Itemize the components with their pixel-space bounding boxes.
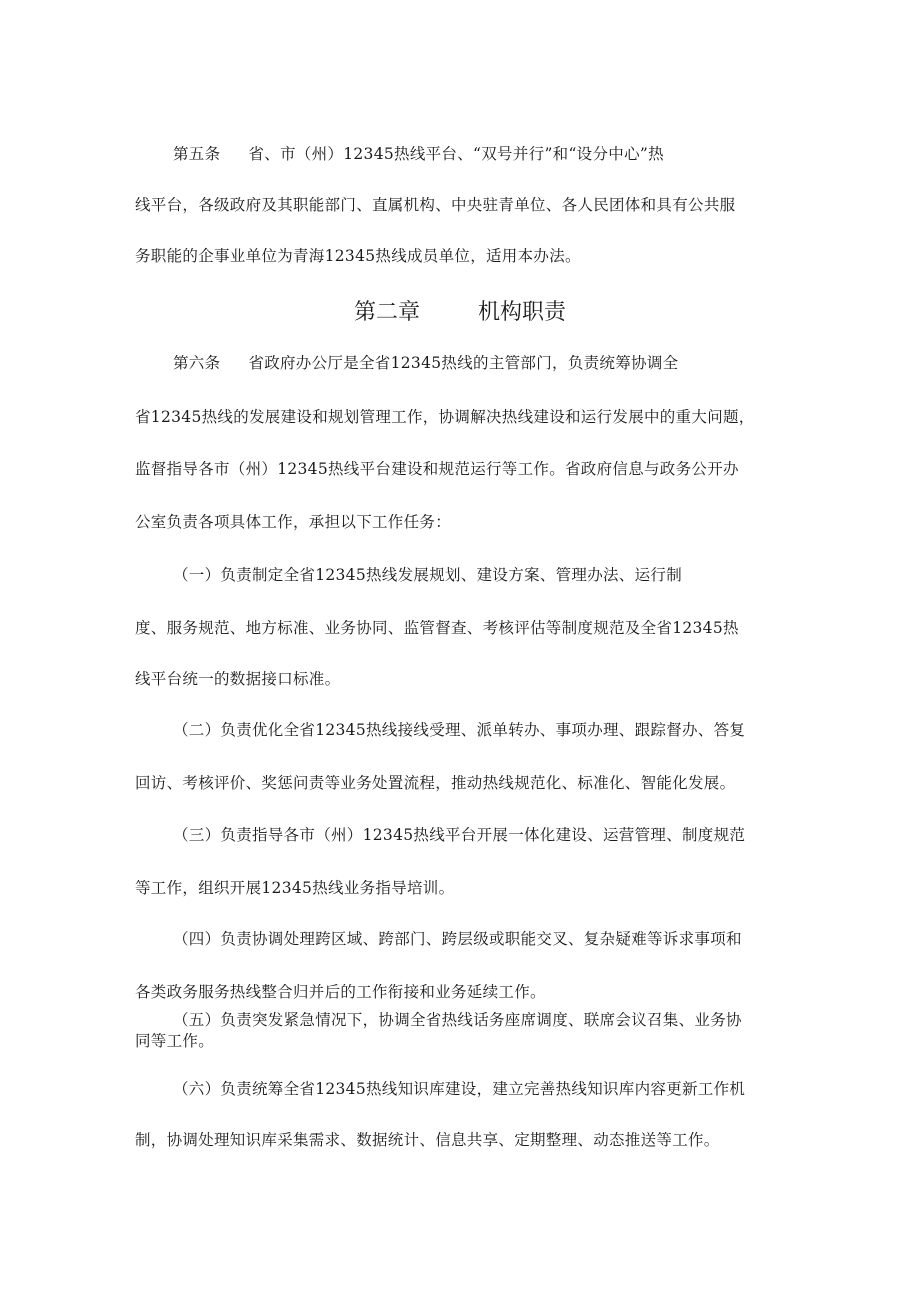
- article-6-line: 监督指导各市（州）12345热线平台建设和规范运行等工作。省政府信息与政务公开办: [135, 460, 739, 478]
- article-5-line: 务职能的企事业单位为青海12345热线成员单位，适用本办法。: [135, 247, 581, 265]
- item-5-line: （五）负责突发紧急情况下，协调全省热线话务座席调度、联席会议召集、业务协: [173, 1011, 742, 1029]
- article-6-line: 公室负责各项具体工作，承担以下工作任务：: [135, 513, 452, 531]
- chapter-number: 第二章: [353, 300, 420, 325]
- item-3-line: 等工作，组织开展12345热线业务指导培训。: [135, 879, 455, 897]
- article-6-line: 省12345热线的发展建设和规划管理工作，协调解决热线建设和运行发展中的重大问题，: [135, 408, 755, 426]
- item-4-line: （四）负责协调处理跨区域、跨部门、跨层级或职能交叉、复杂疑难等诉求事项和: [173, 930, 742, 948]
- item-6-line: （六）负责统筹全省12345热线知识库建设，建立完善热线知识库内容更新工作机: [173, 1080, 746, 1098]
- item-2-line: 回访、考核评价、奖惩问责等业务处置流程，推动热线规范化、标准化、智能化发展。: [135, 774, 736, 792]
- item-2-line: （二）负责优化全省12345热线接线受理、派单转办、事项办理、跟踪督办、答复: [173, 721, 746, 739]
- item-1-line: 度、服务规范、地方标准、业务协同、监管督查、考核评估等制度规范及全省12345热: [135, 619, 739, 637]
- article-6-first-line: [173, 353, 678, 373]
- article-5-text: 省、市（州）12345热线平台、“双号并行”和“设分中心”热: [248, 145, 664, 163]
- item-4-line: 各类政务服务热线整合归并后的工作衔接和业务延续工作。: [135, 983, 546, 1001]
- item-5-line: 同等工作。: [135, 1032, 215, 1050]
- chapter-title: 机构职责: [478, 300, 567, 325]
- article-6-label: 第六条: [173, 354, 221, 372]
- article-5-first-line: [173, 144, 664, 164]
- item-1-line: 线平台统一的数据接口标准。: [135, 670, 341, 688]
- article-6-text: 省政府办公厅是全省12345热线的主管部门，负责统筹协调全: [248, 354, 679, 372]
- article-5-label: 第五条: [173, 145, 221, 163]
- chapter-heading: [0, 299, 920, 327]
- item-1-line: （一）负责制定全省12345热线发展规划、建设方案、管理办法、运行制: [173, 566, 683, 584]
- article-5-line: 线平台，各级政府及其职能部门、直属机构、中央驻青单位、各人民团体和具有公共服: [135, 196, 736, 214]
- item-6-line: 制，协调处理知识库采集需求、数据统计、信息共享、定期整理、动态推送等工作。: [135, 1131, 720, 1149]
- item-3-line: （三）负责指导各市（州）12345热线平台开展一体化建设、运营管理、制度规范: [173, 826, 746, 844]
